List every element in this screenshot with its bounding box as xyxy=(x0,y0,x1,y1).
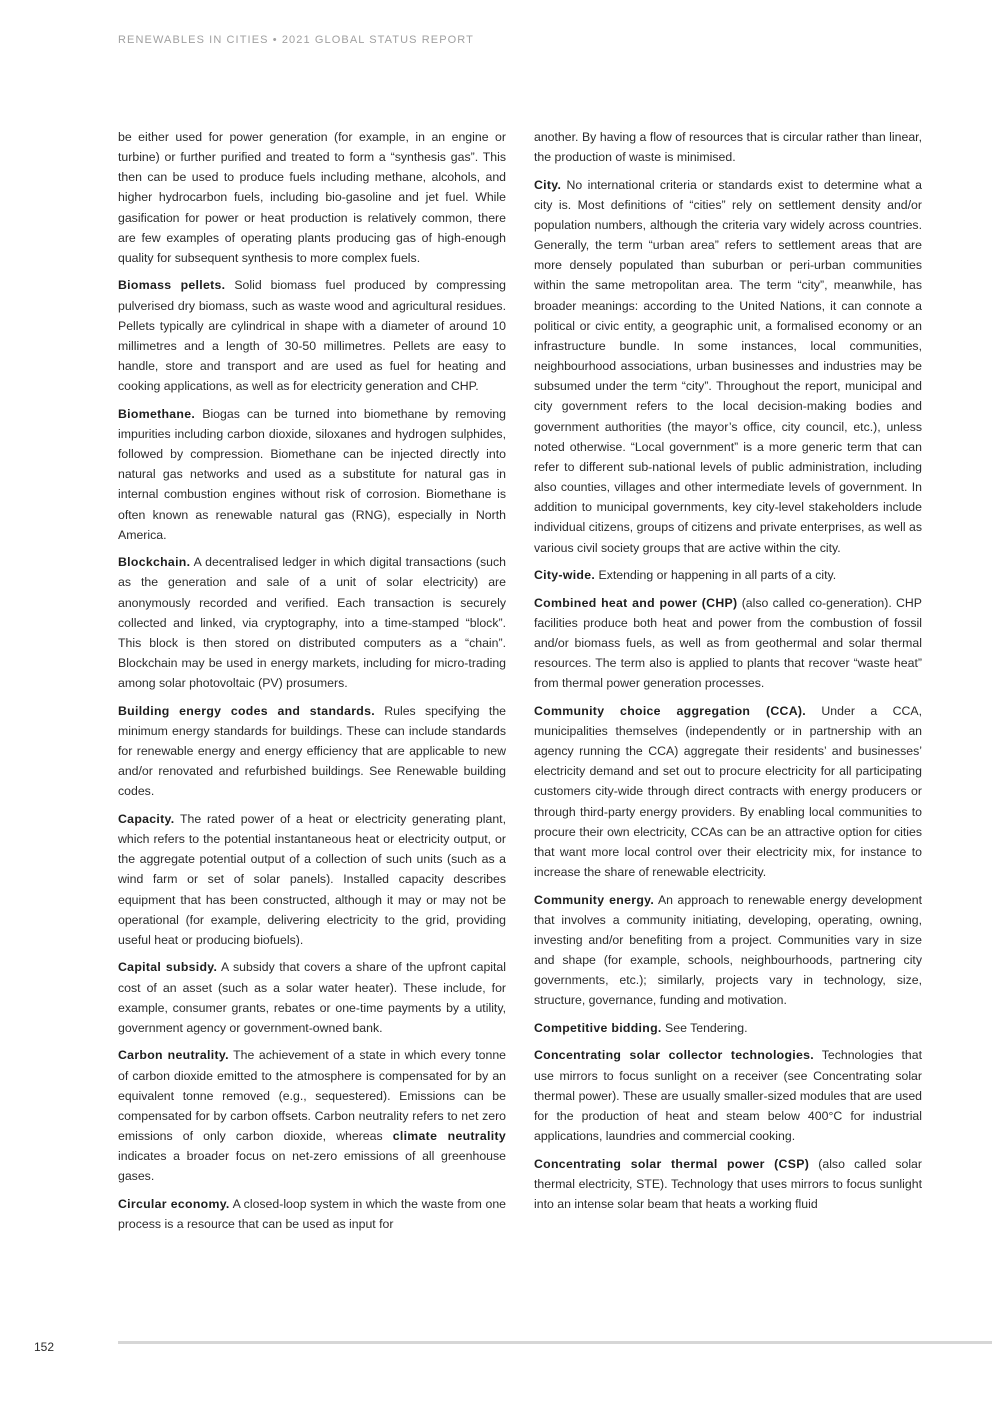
glossary-term: Blockchain. xyxy=(118,555,191,570)
definition-text: indicates a broader focus on net-zero emissions of all greenhouse gases. xyxy=(118,1149,506,1184)
glossary-term: Capacity. xyxy=(118,811,175,826)
glossary-term: Circular economy. xyxy=(118,1196,230,1211)
definition-text: No international criteria or standards exist to determine what a city is. Most definitions of “cities” rely on settlement density and/or population numbers, although the criteria vary widely across countries. Generally, the term “urban area” refers to settlement areas that are more densely populated than suburban or peri-urban communities within the same metropolitan area. The term “city”, meanwhile, has broader meanings: according to the United Nations, it can connote a political or civic entity, a geographic unit, a formalised economy or an infrastructure bundle. In some instances, local communities, neighbourhood associations, urban businesses and industries may be subsumed under the term “city”. Throughout the report, municipal and city government refers to the local decision-making bodies and government authorities (the mayor’s office, city council, etc.), unless noted otherwise. “Local government” is a more generic term that can refer to different sub-national levels of public administration, including also counties, villages and other intermediate levels of government. In addition to municipal governments, key city-level stakeholders include individual citizens, groups of citizens and private enterprises, as well as various civil society groups that are active within the city. xyxy=(534,177,922,555)
right-column xyxy=(534,127,922,1221)
running-header: RENEWABLES IN CITIES • 2021 GLOBAL STATUS REPORT xyxy=(118,34,474,46)
glossary-entry xyxy=(534,127,922,167)
definition-text: The achievement of a state in which every tonne of carbon dioxide emitted to the atmosphere is compensated for by an equivalent tonne removed (e.g., sequestered). Emissions can be compensated for by carbon offsets. Carbon neutrality refers to net zero emissions of only carbon dioxide, whereas xyxy=(118,1048,506,1144)
definition-text: An approach to renewable energy development that involves a community initiating, developing, operating, owning, investing and/or benefiting from a project. Communities vary in size and shape (for example, schools, neighbourhoods, partnering city governments, etc.); similarly, projects vary in technology, size, structure, governance, funding and motivation. xyxy=(534,892,922,1008)
glossary-term: Concentrating solar thermal power (CSP) xyxy=(534,1156,810,1171)
footer-rule xyxy=(118,1341,992,1344)
page-number: 152 xyxy=(34,1340,55,1354)
definition-text: The rated power of a heat or electricity generating plant, which refers to the potential instantaneous heat or electricity output, or the aggregate potential output of a collection of such units (such as a wind farm or set of solar panels). Installed capacity describes equipment that has been constructed, although it may or may not be operational (for example, delivering electricity to the grid, providing useful heat or producing biofuels). xyxy=(118,811,506,947)
glossary-entry xyxy=(534,565,922,585)
glossary-term: City-wide. xyxy=(534,568,596,583)
definition-text: Under a CCA, municipalities themselves (independently or in partnership with an agency running the CCA) aggregate their residents’ and businesses’ electricity demand and set out to procure electricity for all participating customers city-wide through direct contracts with energy producers or through third-party energy providers. By enabling local communities to procure their own electricity, CCAs can be an attractive option for cities that want more local control over their electricity mix, for instance to increase the share of renewable electricity. xyxy=(534,703,922,880)
glossary-entry xyxy=(118,1194,506,1234)
definition-text: A decentralised ledger in which digital transactions (such as the generation and sale of a unit of solar electricity) are anonymously recorded and verified. Each transaction is securely collected and linked, via cryptography, into a time-stamped “block”. This block is then stored on distributed computers as a “chain”. Blockchain may be used in energy markets, including for micro-trading among solar photovoltaic (PV) prosumers. xyxy=(118,555,506,691)
glossary-entry xyxy=(534,1045,922,1146)
glossary-term: Carbon neutrality. xyxy=(118,1048,229,1063)
glossary-term: City. xyxy=(534,177,562,192)
definition-text: be either used for power generation (for example, in an engine or turbine) or further purified and treated to form a “synthesis gas”. This then can be used to produce fuels including methane, alcohols, and higher hydrocarbon fuels, including bio-gasoline and jet fuel. While gasification for power or heat production is relatively common, there are few examples of operating plants producing gas of high-enough quality for subsequent synthesis to more complex fuels. xyxy=(118,130,506,265)
glossary-term: Biomethane. xyxy=(118,406,196,421)
glossary-entry xyxy=(534,890,922,1011)
glossary-entry xyxy=(534,1154,922,1214)
glossary-entry xyxy=(534,701,922,882)
glossary-term: Competitive bidding. xyxy=(534,1020,662,1035)
definition-text: Biogas can be turned into biomethane by removing impurities including carbon dioxide, siloxanes and hydrogen sulphides, followed by compression. Biomethane can be injected directly into natural gas networks and used as a substitute for natural gas in internal combustion engines without risk of corrosion. Biomethane is often known as renewable natural gas (RNG), especially in North America. xyxy=(118,406,506,542)
definition-text: A subsidy that covers a share of the upfront capital cost of an asset (such as a solar water heater). These include, for example, consumer grants, rebates or one-time payments by a utility, government agency or government-owned bank. xyxy=(118,960,507,1035)
glossary-term: Community choice aggregation (CCA). xyxy=(534,703,806,718)
glossary-entry xyxy=(534,1018,922,1038)
glossary-term: Biomass pellets. xyxy=(118,278,226,293)
definition-text: Extending or happening in all parts of a city. xyxy=(595,568,837,583)
glossary-entry xyxy=(534,593,922,694)
glossary-entry xyxy=(534,175,922,558)
definition-text: Technologies that use mirrors to focus sunlight on a receiver (see Concentrating solar thermal power). These are usually smaller-sized modules that are used for the production of heat and steam below 400°C for industrial applications, laundries and commercial cooking. xyxy=(534,1048,922,1144)
definition-text: A closed-loop system in which the waste from one process is a resource that can be used as input for xyxy=(118,1196,506,1232)
glossary-term: Concentrating solar collector technologies. xyxy=(534,1048,815,1063)
definition-text: (also called solar thermal electricity, STE). Technology that uses mirrors to focus sunlight into an intense solar beam that heats a working fluid xyxy=(534,1156,922,1211)
definition-text: See Tendering. xyxy=(661,1020,748,1035)
glossary-term: Capital subsidy. xyxy=(118,960,218,975)
glossary-entry xyxy=(118,809,506,950)
definition-text: another. By having a flow of resources that is circular rather than linear, the production of waste is minimised. xyxy=(534,130,922,165)
glossary-entry xyxy=(118,275,506,396)
glossary-term: Building energy codes and standards. xyxy=(118,703,375,718)
glossary-term: Community energy. xyxy=(534,892,655,907)
glossary-entry xyxy=(118,701,506,802)
definition-text: Rules specifying the minimum energy standards for buildings. These can include standards for renewable energy and energy efficiency that are applicable to new and/or renovated and refurbished buildings. See Renewable building codes. xyxy=(118,703,506,799)
inline-term: climate neutrality xyxy=(392,1129,506,1144)
glossary-term: Combined heat and power (CHP) xyxy=(534,595,738,610)
glossary-entry xyxy=(118,552,506,693)
definition-text: Solid biomass fuel produced by compressing pulverised dry biomass, such as waste wood and agricultural residues. Pellets typically are cylindrical in shape with a diameter of around 10 millimetres and a length of 30-50 millimetres. Pellets are easy to handle, store and transport and are used as fuel for heating and cooking applications, as well as for electricity generation and CHP. xyxy=(118,278,506,394)
definition-text: (also called co-generation). CHP facilities produce both heat and power from the combustion of fossil and/or biomass fuels, as well as from geothermal and solar thermal resources. The term also is applied to plants that recover “waste heat” from thermal power generation processes. xyxy=(534,595,922,691)
glossary-entry xyxy=(118,1045,506,1186)
glossary-entry xyxy=(118,404,506,545)
left-column xyxy=(118,127,506,1242)
glossary-entry xyxy=(118,957,506,1038)
glossary-entry xyxy=(118,127,506,268)
